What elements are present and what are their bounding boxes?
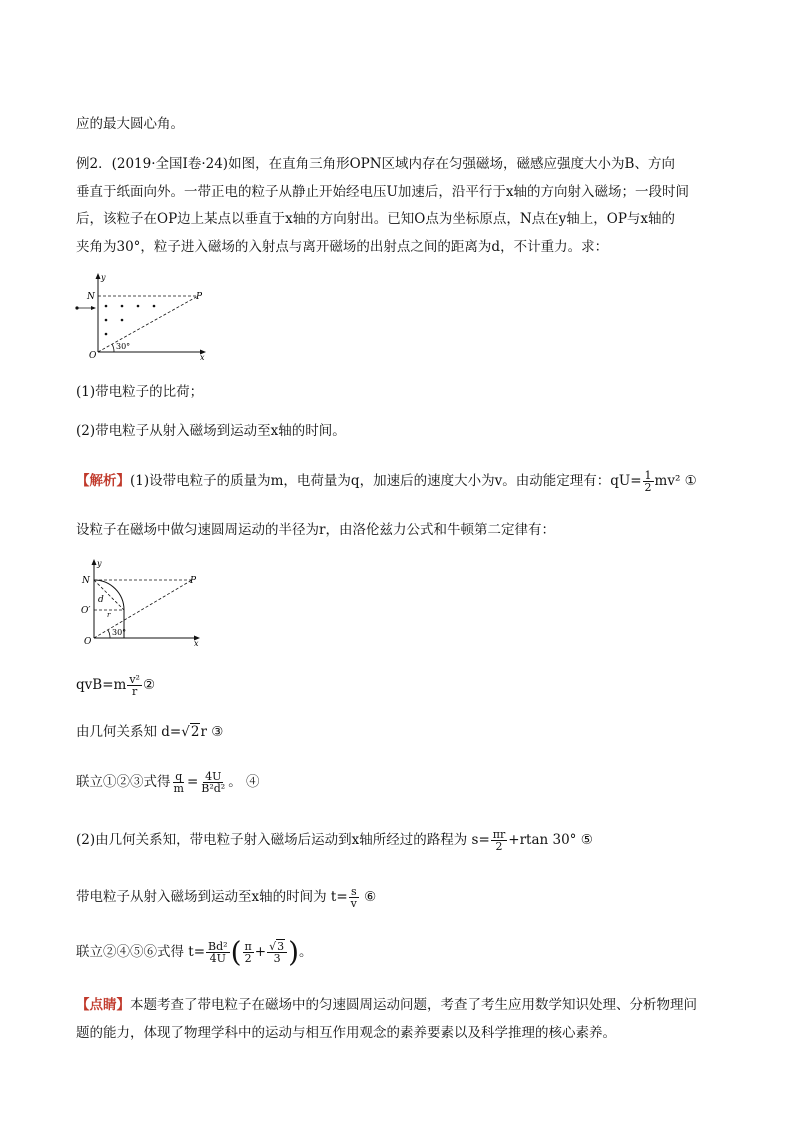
question-1: (1)带电粒子的比荷； (76, 384, 204, 400)
fig2-angle-label: 30° (112, 628, 127, 637)
fraction-pi-2: $\frac{\pi}{2}$ (244, 940, 252, 965)
figure-1-diagram (72, 268, 212, 360)
solution-text-1: (1)设带电粒子的质量为m，电荷量为q，加速后的速度大小为v。由动能定理有：qU= (130, 473, 642, 489)
equation-4: 联立①②③式得 $\frac{q}{m}$ = $\frac{4U}{\text{B²d²}}$ 。 ④ (76, 770, 260, 795)
comment-line-2: 题的能力，体现了物理学科中的运动与相互作用观念的素养要素以及科学推理的核心素养。 (76, 1025, 616, 1041)
solution-line-2: 设粒子在磁场中做匀速圆周运动的半径为r，由洛伦兹力公式和牛顿第二定律有： (76, 522, 555, 538)
fraction-v2-r: $\frac{\text{v²}}{r}$ (129, 673, 140, 698)
problem-line-3: 后，该粒子在OP边上某点以垂直于x轴的方向射出。已知O点为坐标原点，N点在y轴上，OP与x轴的 (76, 211, 676, 227)
fig2-p-label: P (190, 576, 197, 586)
equation-6: 带电粒子从射入磁场到运动至x轴的时间为 t= $\frac{s}{v}$ ⑥ (76, 885, 377, 910)
equation-2: qvB=m $\frac{\text{v²}}{r}$ ② (76, 673, 156, 698)
fig2-r-label: r (107, 611, 111, 619)
comment-line-1: 【点睛】本题考查了带电粒子在磁场中的匀速圆周运动问题，考查了考生应用数学知识处理、分析物理问 (76, 997, 697, 1013)
equation-3: 由几何关系知 d=√2r ③ (76, 724, 224, 740)
fraction-half: $\frac{1}{2}$ (644, 469, 652, 494)
fig2-o-label: O (84, 637, 92, 646)
problem-line-2: 垂直于纸面向外。一带正电的粒子从静止开始经电压U加速后，沿平行于x轴的方向射入磁场；一段时间 (76, 184, 689, 200)
problem-line-1: 例2．(2019·全国Ⅰ卷·24)如图，在直角三角形OPN区域内存在匀强磁场，磁感应强度大小为B、方向 (76, 156, 675, 172)
fraction-sqrt3-3: $\frac{√3}{3}$ (267, 941, 287, 964)
comment-tag: 【点睛】 (76, 997, 130, 1013)
figure-2-diagram (74, 554, 204, 646)
intro-line: 应的最大圆心角。 (76, 116, 184, 132)
equation-7: 联立②④⑤⑥式得 t= $\frac{\text{Bd²}}{4U}$ ( $\frac{\pi}{2}$ + $\frac{√3}{3}$ )。 (76, 935, 313, 969)
solution-line-1 (76, 470, 697, 493)
fig1-n-label: N (87, 292, 95, 302)
fig2-d-label: d (98, 595, 104, 605)
fraction-bd2-4u: $\frac{\text{Bd²}}{4U}$ (208, 940, 228, 965)
fraction-4u-b2d2: $\frac{4U}{\text{B²d²}}$ (201, 770, 226, 795)
sqrt-2: 2 (190, 724, 200, 740)
fig2-n-label: N (82, 576, 90, 586)
fig1-y-label: y (101, 273, 106, 282)
equation-5: (2)由几何关系知，带电粒子射入磁场后运动到x轴所经过的路程为 s= $\frac{\pi r}{2}$ +rtan 30° ⑤ (76, 828, 593, 853)
problem-line-4: 夹角为30°，粒子进入磁场的入射点与离开磁场的出射点之间的距离为d，不计重力。求： (76, 239, 609, 255)
question-2: (2)带电粒子从射入磁场到运动至x轴的时间。 (76, 423, 346, 439)
fraction-q-m: $\frac{q}{m}$ (173, 770, 184, 795)
fig2-oprime-label: O′ (81, 606, 91, 616)
fig1-x-label: x (200, 353, 205, 360)
solution-tag: 【解析】 (76, 473, 130, 489)
fig2-y-label: y (97, 559, 102, 568)
fig1-o-label: O (89, 351, 97, 360)
fig1-angle-label: 30° (116, 342, 131, 351)
fig2-x-label: x (194, 639, 199, 646)
fraction-s-v: $\frac{s}{v}$ (350, 885, 357, 910)
solution-text-1-tail: mv² ① (654, 473, 697, 489)
fraction-pir-2: $\frac{\pi r}{2}$ (492, 828, 506, 853)
fig1-p-label: P (196, 292, 203, 302)
